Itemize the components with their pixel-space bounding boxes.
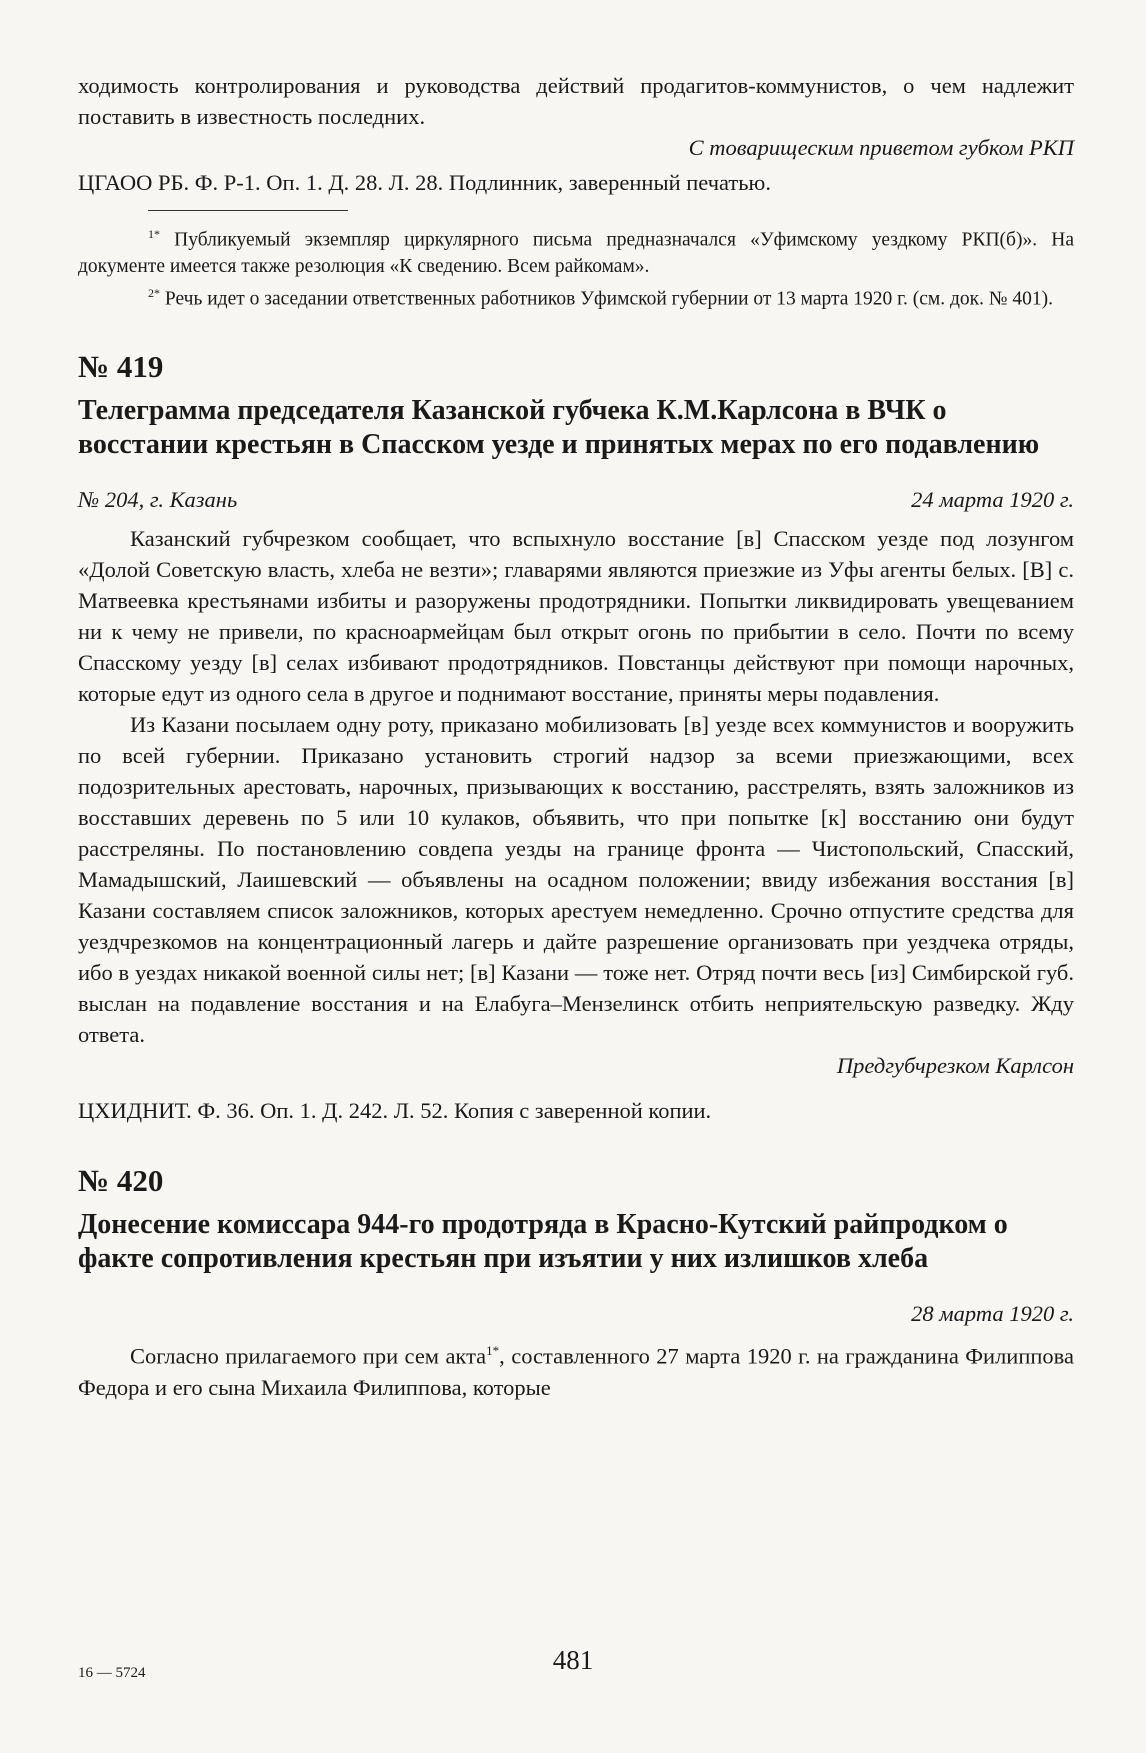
doc-419-date: 24 марта 1920 г. — [911, 487, 1074, 512]
continuation-text: ходимость контролирования и руководства действий продагитов-коммунистов, о чем надлежит поставить в известность последних. — [78, 73, 1074, 129]
footnote-2 — [78, 280, 1074, 313]
page-number: 481 — [552, 1645, 594, 1675]
footnote-2-mark: 2* — [148, 285, 160, 300]
footnote-1-text: Публикуемый экземпляр циркулярного письма предназначался «Уфимскому уездкому РКП(б)». На документе имеется также резолюция «К сведению. Всем райкомам». — [78, 229, 1074, 277]
doc-419-title: Телеграмма председателя Казанской губчека К.М.Карлсона в ВЧК о восстании крестьян в Спасском уезде и принятых мерах по его подавлению — [78, 395, 1040, 460]
page-content — [78, 70, 1074, 1403]
doc-420-paragraph-1-end: , составленного 27 марта 1920 г. на гражданина Филиппова Федора и его сына Михаила Филиппова, которые — [78, 1343, 1074, 1400]
archive-reference: ЦГАОО РБ. Ф. Р-1. Оп. 1. Д. 28. Л. 28. Подлинник, заверенный печатью. — [78, 170, 771, 195]
doc-420-number: № 420 — [78, 1163, 164, 1198]
doc-419-meta — [78, 484, 1074, 515]
doc-420-title: Донесение комиссара 944-го продотряда в Красно-Кутский райпродком о факте сопротивления крестьян при изъятии у них излишков хлеба — [78, 1209, 1008, 1274]
doc-420-date: 28 марта 1920 г. — [911, 1301, 1074, 1326]
doc-419-paragraph-1: Казанский губчрезком сообщает, что вспыхнуло восстание [в] Спасском уезде под лозунгом «Долой Советскую власть, хлеба не везти»; главарями являются приезжие из Уфы агенты белых. [В] с. Матвеевка крестьянами избиты и разоружены продотрядники. Попытки ликвидировать увещеванием ни к чему не привели, по красноармейцам был открыт огонь по прибытии в село. Почти по всему Спасскому уезду [в] селах избивают продотрядников. Повстанцы действуют при помощи нарочных, которые едут из одного села в другое и поднимают восстание, приняты меры подавления. — [78, 526, 1074, 706]
doc-419-signature: Предгубчрезком Карлсон — [836, 1053, 1074, 1078]
doc-419-number: № 419 — [78, 349, 164, 384]
footnote-1-mark: 1* — [148, 227, 160, 241]
doc-419-ref: № 204, г. Казань — [78, 487, 238, 512]
doc-420-paragraph-1 — [78, 1335, 1074, 1403]
closing-line: С товарищеским приветом губком РКП — [688, 135, 1074, 160]
doc-419-paragraph-2: Из Казани посылаем одну роту, приказано мобилизовать [в] уезде всех коммунистов и вооружить по всей губернии. Приказано установить строгий надзор за всеми приезжающими, всех подозрительных арестовать, нарочных, призывающих к восстанию, расстрелять, взять заложников из восставших деревень по 5 или 10 кулаков, объявить, что при попытке [к] восстанию они будут расстреляны. По постановлению совдепа уезды на границе фронта — Чистопольский, Спасский, Мамадышский, Лаишевский — объявлены на осадном положении; ввиду избежания восстания [в] Казани составляем список заложников, которых арестуем немедленно. Срочно отпустите средства для уездчрезкомов на концентрационный лагерь и дайте разрешение организовать при уездчека отряды, ибо в уездах никакой военной силы нет; [в] Казани — тоже нет. Отряд почти весь [из] Симбирской губ. выслан на подавление восстания и на Елабуга–Мензелинск отбить неприятельскую разведку. Жду ответа. — [78, 712, 1074, 1047]
footnote-2-text: Речь идет о заседании ответственных работников Уфимской губернии от 13 марта 1920 г. (см. док. № 401). — [164, 288, 1053, 309]
footnote-1 — [78, 221, 1074, 280]
doc-419-archive: ЦХИДНИТ. Ф. 36. Оп. 1. Д. 242. Л. 52. Копия с заверенной копии. — [78, 1098, 712, 1123]
footnote-divider — [148, 210, 348, 211]
signature-mark: 16 — 5724 — [78, 1665, 146, 1681]
doc-420-footnote-mark: 1* — [486, 1343, 500, 1358]
doc-420-paragraph-1-start: Согласно прилагаемого при сем акта — [130, 1343, 487, 1369]
